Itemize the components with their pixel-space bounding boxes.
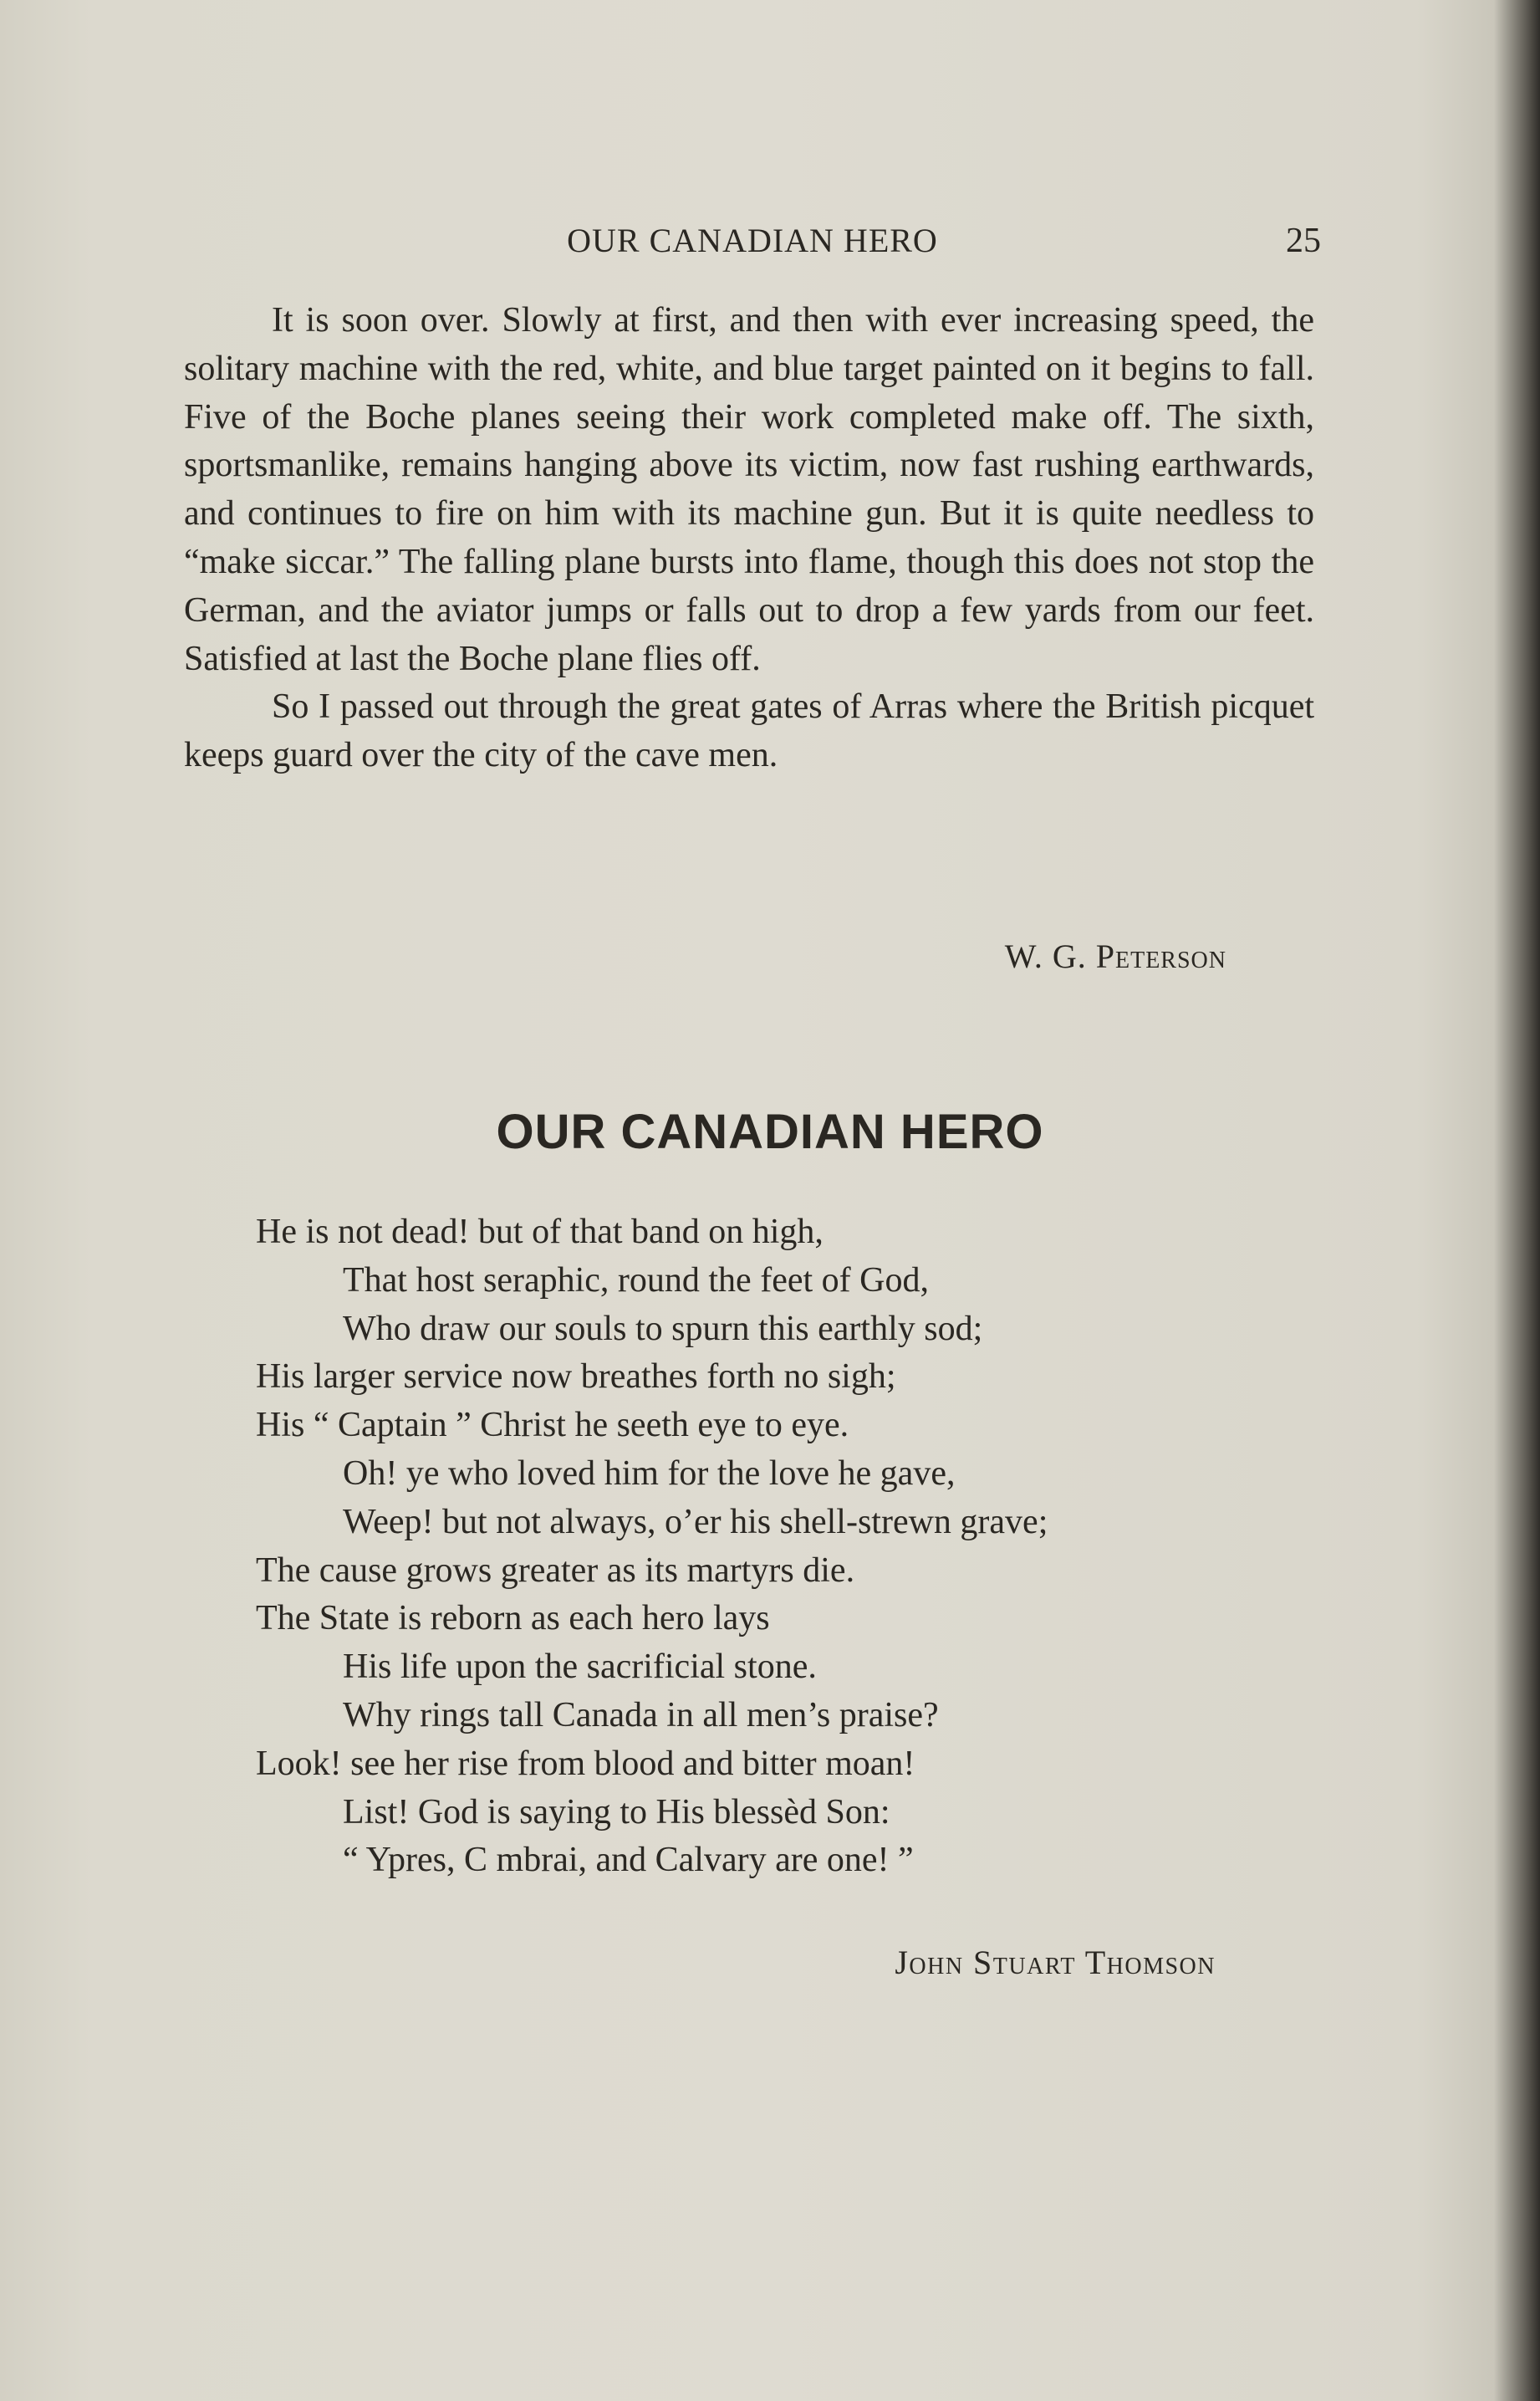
poem-line: His “ Captain ” Christ he seeth eye to eye.	[256, 1406, 849, 1445]
poem-author-signature: John Stuart Thomson	[895, 1944, 1216, 1981]
paragraph: It is soon over. Slowly at first, and then with ever increasing speed, the solitary machine with the red, white, and blue target painted on it begins to fall. Five of the Boche planes seeing their work completed make off. The sixth, sportsmanlike, remains hanging above its victim, now fast rushing earthwards, and continues to fire on him with its machine gun. But it is quite needless to “make siccar.” The falling plane bursts into flame, though this does not stop the German, and the aviator jumps or falls out to drop a few yards from our feet. Satisfied at last the Boche plane flies off.	[184, 301, 1314, 678]
poem-line: Look! see her rise from blood and bitter moan!	[256, 1744, 915, 1783]
poem-line: The cause grows greater as its martyrs die.	[256, 1550, 855, 1590]
poem-line: He is not dead! but of that band on high,	[256, 1213, 824, 1251]
poem-line: “ Ypres, C mbrai, and Calvary are one! ”	[343, 1841, 914, 1880]
paragraph: So I passed out through the great gates of Arras where the British picquet keeps guard over the city of the cave men.	[184, 687, 1314, 775]
prose-author-signature: W. G. Peterson	[1004, 937, 1226, 975]
poem-line: His larger service now breathes forth no sigh;	[256, 1357, 896, 1397]
running-head	[184, 216, 1321, 266]
poem-line: The State is reborn as each hero lays	[256, 1599, 770, 1638]
poem-line: List! God is saying to His blessèd Son:	[343, 1792, 890, 1831]
poem-body	[256, 1208, 1343, 1885]
prose-section	[184, 297, 1314, 780]
poem-line: Oh! ye who loved him for the love he gave,	[343, 1453, 956, 1493]
running-title: OUR CANADIAN HERO	[567, 222, 938, 259]
poem-line: Why rings tall Canada in all men’s praise?	[343, 1695, 939, 1734]
poem-line: That host seraphic, round the feet of God,	[343, 1260, 929, 1300]
page-number: 25	[1286, 222, 1321, 260]
poem-line: Who draw our souls to spurn this earthly sod;	[343, 1309, 983, 1348]
poem-line: His life upon the sacrificial stone.	[343, 1647, 817, 1687]
poem-line: Weep! but not always, o’er his shell-strewn grave;	[343, 1502, 1048, 1541]
poem-title: OUR CANADIAN HERO	[496, 1105, 1044, 1159]
